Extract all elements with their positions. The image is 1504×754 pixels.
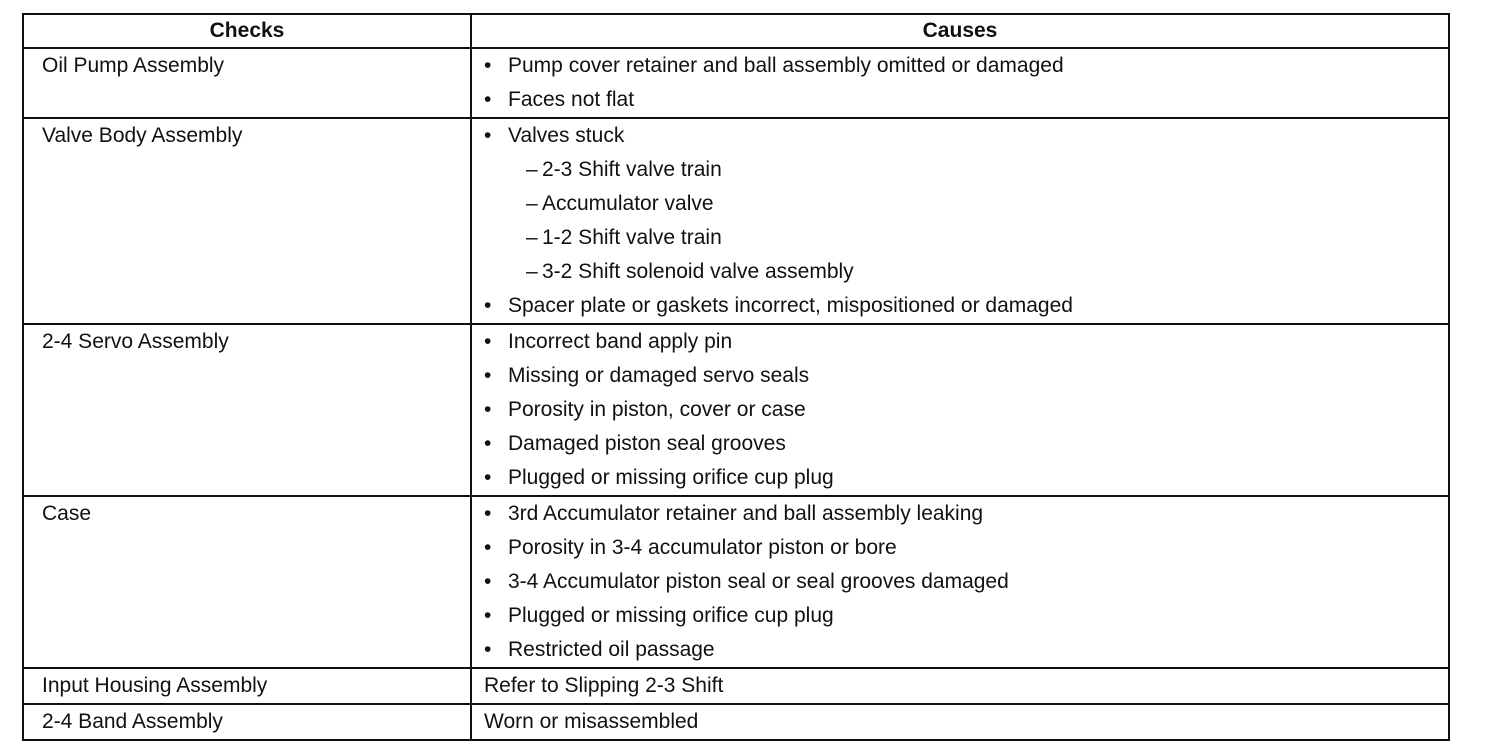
table-row (23, 324, 1449, 496)
diagnosis-table (22, 13, 1450, 741)
table-row (23, 118, 1449, 324)
causes-list (472, 669, 1448, 703)
table-body (23, 48, 1449, 740)
check-cell: Input Housing Assembly (23, 668, 471, 704)
cause-item: • Plugged or missing orifice cup plug (472, 461, 1448, 495)
causes-column-header: Causes (471, 14, 1449, 48)
cause-item: Refer to Slipping 2-3 Shift (484, 674, 724, 697)
table-row (23, 48, 1449, 118)
cause-item: • Missing or damaged servo seals (472, 359, 1448, 393)
causes-cell (471, 48, 1449, 118)
cause-item: • Porosity in 3-4 accumulator piston or bore (472, 531, 1448, 565)
table-row (23, 496, 1449, 668)
causes-list (472, 497, 1448, 667)
causes-list (472, 705, 1448, 739)
check-cell: Oil Pump Assembly (23, 48, 471, 118)
table-row (23, 668, 1449, 704)
cause-item: • Incorrect band apply pin (472, 325, 1448, 359)
cause-item: • Faces not flat (472, 83, 1448, 117)
cause-item: • Plugged or missing orifice cup plug (472, 599, 1448, 633)
cause-item: • Valves stuck (472, 119, 1448, 153)
causes-cell (471, 704, 1449, 740)
cause-sub-item: – 1-2 Shift valve train (472, 221, 1448, 255)
cause-item: • Pump cover retainer and ball assembly omitted or damaged (472, 49, 1448, 83)
causes-cell (471, 324, 1449, 496)
check-cell: Case (23, 496, 471, 668)
causes-cell (471, 668, 1449, 704)
cause-sub-item: – 3-2 Shift solenoid valve assembly (472, 255, 1448, 289)
header-row (23, 14, 1449, 48)
cause-sub-item: – Accumulator valve (472, 187, 1448, 221)
check-cell: 2-4 Servo Assembly (23, 324, 471, 496)
causes-list (472, 49, 1448, 117)
cause-item: • Restricted oil passage (472, 633, 1448, 667)
checks-column-header: Checks (23, 14, 471, 48)
table-header (23, 14, 1449, 48)
cause-sub-item: – 2-3 Shift valve train (472, 153, 1448, 187)
cause-item: • 3-4 Accumulator piston seal or seal grooves damaged (472, 565, 1448, 599)
cause-item: • 3rd Accumulator retainer and ball assembly leaking (472, 497, 1448, 531)
cause-item: • Porosity in piston, cover or case (472, 393, 1448, 427)
check-cell: 2-4 Band Assembly (23, 704, 471, 740)
causes-list (472, 325, 1448, 495)
causes-cell (471, 496, 1449, 668)
cause-item: • Spacer plate or gaskets incorrect, mispositioned or damaged (472, 289, 1448, 323)
cause-item: • Damaged piston seal grooves (472, 427, 1448, 461)
table-row (23, 704, 1449, 740)
causes-cell (471, 118, 1449, 324)
check-cell: Valve Body Assembly (23, 118, 471, 324)
causes-list (472, 119, 1448, 323)
cause-item: Worn or misassembled (484, 710, 699, 733)
